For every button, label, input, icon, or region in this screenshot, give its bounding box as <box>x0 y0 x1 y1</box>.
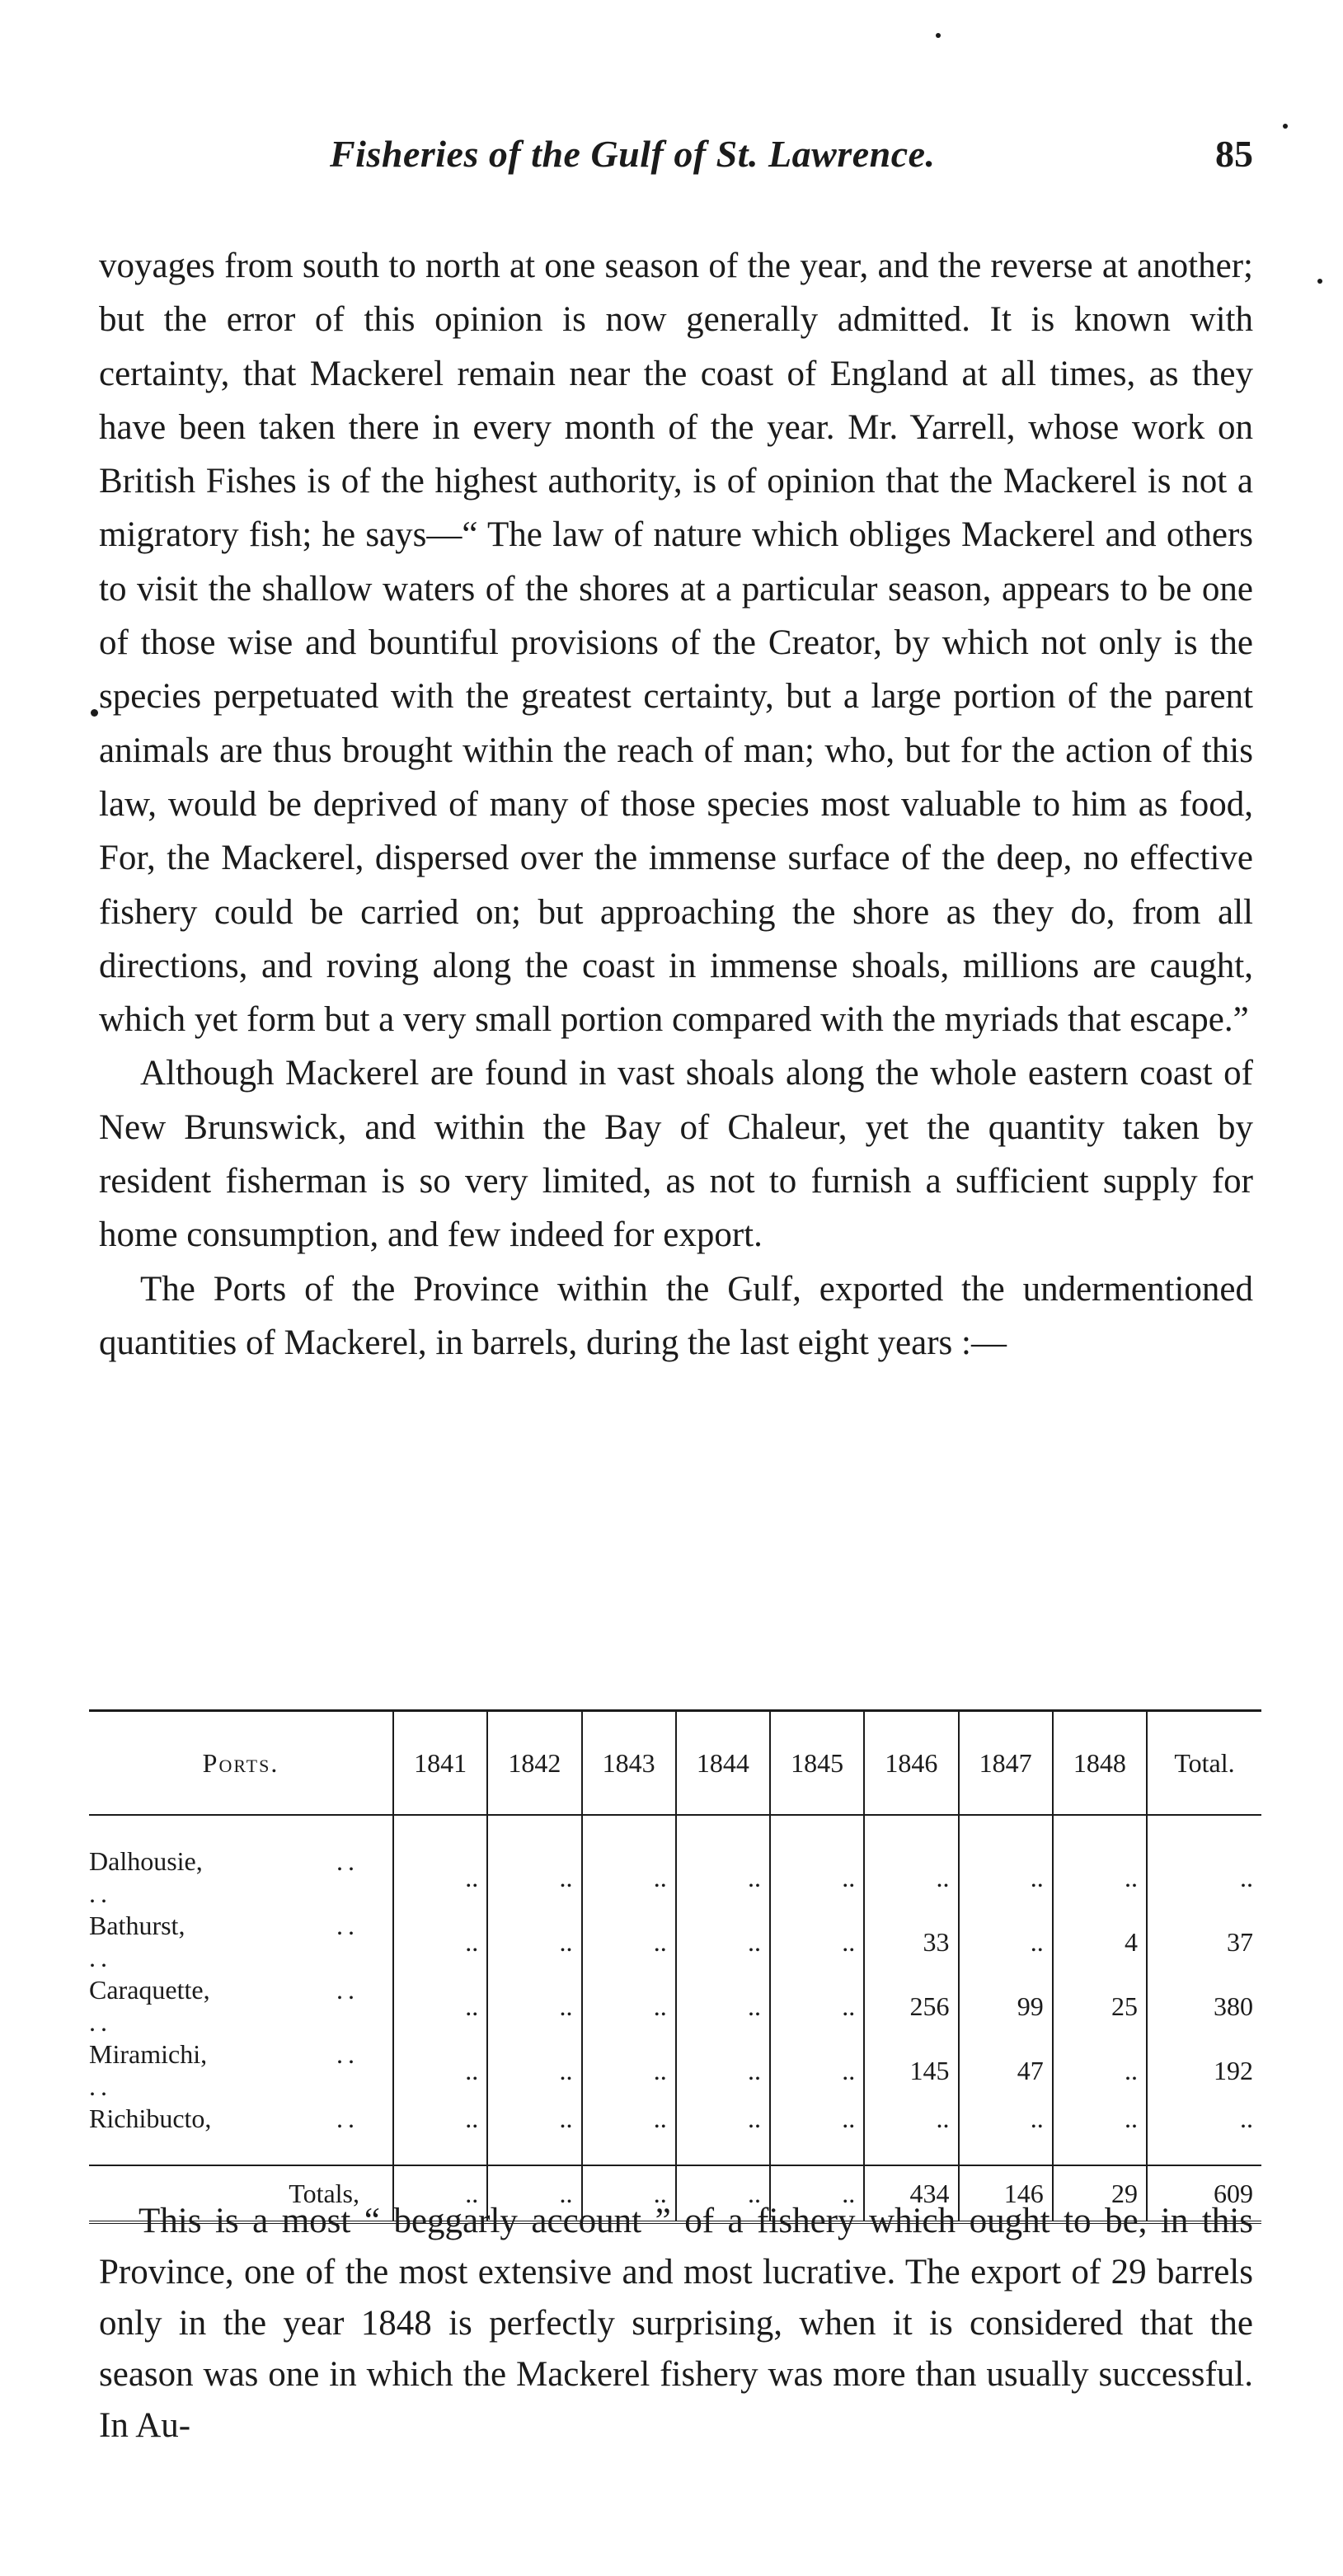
running-title: Fisheries of the Gulf of St. Lawrence. <box>330 133 936 175</box>
value-cell: .. <box>676 1910 770 1974</box>
total-cell: 434 <box>864 2165 958 2222</box>
value-cell: .. <box>676 2038 770 2103</box>
value-cell: .. <box>487 1910 581 1974</box>
value-cell: 37 <box>1147 1910 1261 1974</box>
leader-dots: .. .. <box>89 1846 359 1908</box>
table-row <box>89 1910 1261 1974</box>
print-speck <box>1283 124 1288 129</box>
value-cell: 33 <box>864 1910 958 1974</box>
value-cell: .. <box>582 2038 676 2103</box>
value-cell: .. <box>864 1815 958 1910</box>
value-cell: .. <box>582 1815 676 1910</box>
value-cell: .. <box>770 2038 864 2103</box>
value-cell: .. <box>487 1974 581 2038</box>
value-cell: 192 <box>1147 2038 1261 2103</box>
value-cell: .. <box>1053 2038 1147 2103</box>
value-cell: 380 <box>1147 1974 1261 2038</box>
table-row <box>89 2103 1261 2165</box>
paragraph-continued: voyages from south to north at one season of the year, and the reverse at another; but the error of this opinion is now generally admitted. It is known with certainty, that Mackerel remain near the coast of England at all times, as they have been taken there in every month of the year. Mr. Yarrell, whose work on British Fishes is of the highest authority, is of opinion that the Mackerel is not a migratory fish; he says—“ The law of nature which obliges Mackerel and others to visit the shallow waters of the shores at a particular season, appears to be one of those wise and bountiful provisions of the Creator, by which not only is the species perpetuated with the greatest certainty, but a large portion of the parent animals are thus brought within the reach of man; who, but for the action of this law, would be deprived of many of those species most valuable to him as food, For, the Mackerel, dispersed over the immense surface of the deep, no effective fishery could be carried on; but approaching the shore as they do, from all directions, and roving along the coast in immense shoals, millions are caught, which yet form but a very small portion compared with the myriads that escape.” <box>99 247 1253 1040</box>
mackerel-exports-table <box>89 1709 1261 2224</box>
total-cell: .. <box>770 2165 864 2222</box>
value-cell: .. <box>676 1974 770 2038</box>
value-cell: .. <box>1053 2103 1147 2165</box>
value-cell: 4 <box>1053 1910 1147 1974</box>
value-cell: .. <box>393 1815 487 1910</box>
paragraph-ports-intro: The Ports of the Province within the Gulf, exported the undermentioned quantities of Mackerel, in barrels, during the last eight years :— <box>99 1269 1253 1362</box>
value-cell: 47 <box>959 2038 1053 2103</box>
port-name: Bathurst, <box>89 1911 185 1940</box>
column-header-1845: 1845 <box>770 1711 864 1816</box>
print-speck <box>936 33 941 38</box>
column-header-1847: 1847 <box>959 1711 1053 1816</box>
column-header-1843: 1843 <box>582 1711 676 1816</box>
total-cell: 29 <box>1053 2165 1147 2222</box>
column-header-1846: 1846 <box>864 1711 958 1816</box>
value-cell: .. <box>487 1815 581 1910</box>
leader-dots: .. <box>336 2104 359 2133</box>
value-cell: .. <box>393 2103 487 2165</box>
table-header-row <box>89 1711 1261 1816</box>
leader-dots: .. .. <box>89 2039 359 2101</box>
port-name: Miramichi, <box>89 2039 208 2069</box>
table-row <box>89 1815 1261 1910</box>
value-cell: .. <box>487 2103 581 2165</box>
value-cell: .. <box>676 1815 770 1910</box>
value-cell: .. <box>770 1910 864 1974</box>
port-name: Dalhousie, <box>89 1846 203 1876</box>
print-speck <box>1317 279 1322 284</box>
margin-bullet <box>91 709 98 717</box>
value-cell: .. <box>1053 1815 1147 1910</box>
value-cell: .. <box>582 2103 676 2165</box>
page-number: 85 <box>1215 133 1253 175</box>
total-cell: .. <box>582 2165 676 2222</box>
port-cell <box>89 1815 393 1910</box>
port-name: Caraquette, <box>89 1975 210 2005</box>
total-cell: .. <box>676 2165 770 2222</box>
value-cell: .. <box>864 2103 958 2165</box>
column-header-ports: Ports. <box>202 1747 279 1778</box>
table-row <box>89 1974 1261 2038</box>
value-cell: .. <box>487 2038 581 2103</box>
value-cell: .. <box>393 1910 487 1974</box>
total-cell: .. <box>393 2165 487 2222</box>
column-header-1848: 1848 <box>1053 1711 1147 1816</box>
leader-dots: .. .. <box>89 1975 359 2037</box>
page-header <box>99 132 1253 198</box>
port-cell <box>89 1910 393 1974</box>
total-cell: .. <box>487 2165 581 2222</box>
value-cell: .. <box>393 2038 487 2103</box>
leader-dots: .. .. <box>89 1911 359 1972</box>
value-cell: .. <box>582 1910 676 1974</box>
paragraph-beggarly-account: This is a most “ beggarly account ” of a fishery which ought to be, in this Province, one of the most extensive and most lucrative. The export of 29 barrels only in the year 1848 is perfectly surprising, when it is considered that the season was one in which the Mackerel fishery was more than usually successful. In Au- <box>99 2202 1253 2445</box>
value-cell: 256 <box>864 1974 958 2038</box>
body-text <box>99 239 1253 1370</box>
port-name: Richibucto, <box>89 2104 212 2133</box>
value-cell: .. <box>959 1815 1053 1910</box>
value-cell: 99 <box>959 1974 1053 2038</box>
value-cell: .. <box>770 1815 864 1910</box>
value-cell: 145 <box>864 2038 958 2103</box>
value-cell: .. <box>770 1974 864 2038</box>
port-cell <box>89 1974 393 2038</box>
value-cell: .. <box>582 1974 676 2038</box>
column-header-1841: 1841 <box>393 1711 487 1816</box>
value-cell: .. <box>1147 1815 1261 1910</box>
paragraph-mackerel-shoals: Although Mackerel are found in vast shoals along the whole eastern coast of New Brunswick, and within the Bay of Chaleur, yet the quantity taken by resident fisherman is so very limited, as not to furnish a sufficient supply for home consumption, and few indeed for export. <box>99 1054 1253 1255</box>
value-cell: .. <box>770 2103 864 2165</box>
value-cell: .. <box>1147 2103 1261 2165</box>
value-cell: .. <box>959 2103 1053 2165</box>
column-header-total: Total. <box>1147 1711 1261 1816</box>
port-cell <box>89 2038 393 2103</box>
port-cell <box>89 2103 393 2165</box>
column-header-1844: 1844 <box>676 1711 770 1816</box>
totals-label: Totals, <box>89 2165 393 2222</box>
value-cell: .. <box>959 1910 1053 1974</box>
table-row <box>89 2038 1261 2103</box>
value-cell: .. <box>393 1974 487 2038</box>
total-cell: 146 <box>959 2165 1053 2222</box>
total-cell: 609 <box>1147 2165 1261 2222</box>
value-cell: .. <box>676 2103 770 2165</box>
column-header-1842: 1842 <box>487 1711 581 1816</box>
value-cell: 25 <box>1053 1974 1147 2038</box>
